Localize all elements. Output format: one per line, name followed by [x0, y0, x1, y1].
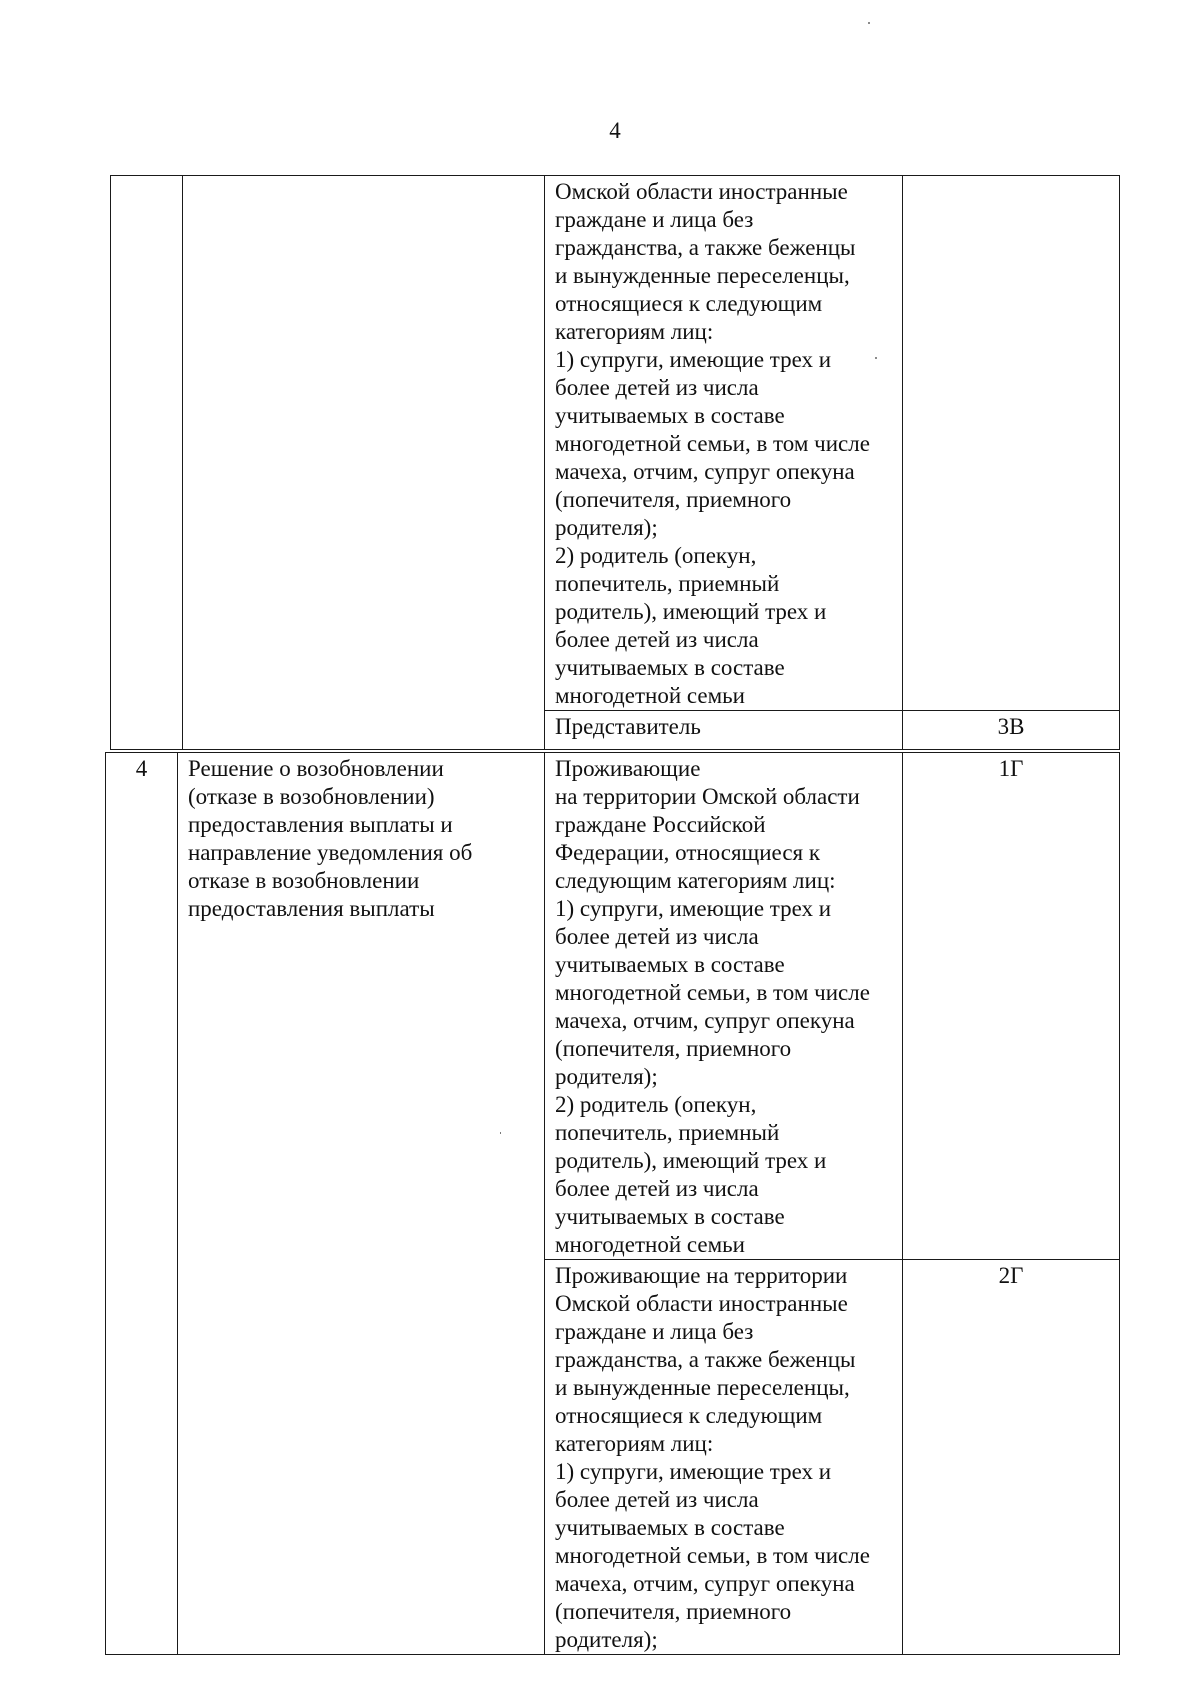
scan-speck — [875, 357, 877, 359]
recipient-text: Проживающие на территории Омской области граждане Российской Федерации, относящиеся к следующим категориям лиц: 1) супруги, имеющие трех и более детей из числа учитываемых в составе многодетной семьи, в том числе мачеха, отчим, супруг опекуна (попечителя, приемного родителя); 2) родитель (опекун, попечитель, приемный родитель), имеющий трех и более детей из числа учитываемых в составе многодетной семьи — [555, 756, 870, 1257]
action-cell — [178, 753, 545, 1655]
code-text: 1Г — [998, 756, 1024, 781]
scan-speck — [868, 22, 870, 24]
row-number: 4 — [135, 756, 148, 781]
action-cell — [183, 176, 545, 750]
continued-table — [110, 175, 1120, 750]
recipient-cell — [545, 753, 903, 1260]
recipient-cell — [545, 1260, 903, 1655]
recipient-text: Представитель — [555, 714, 701, 739]
code-cell — [903, 753, 1120, 1260]
table-row — [111, 176, 1120, 711]
code-cell — [903, 711, 1120, 750]
code-text — [903, 176, 1119, 178]
action-text: Решение о возобновлении (отказе в возобновлении) предоставления выплаты и направление уведомления об отказе в возобновлении предоставления выплаты — [188, 756, 473, 921]
page-number: 4 — [609, 118, 621, 143]
scan-speck — [500, 1132, 501, 1134]
row-number-cell — [106, 753, 178, 1655]
table-row — [106, 753, 1120, 1260]
row-4-table — [105, 752, 1120, 1655]
code-text: 2Г — [998, 1263, 1024, 1288]
recipient-text: Проживающие на территории Омской области иностранные граждане и лица без гражданства, а также беженцы и вынужденные переселенцы, относящиеся к следующим категориям лиц: 1) супруги, имеющие трех и более детей из числа учитываемых в составе многодетной семьи, в том числе мачеха, отчим, супруг опекуна (попечителя, приемного родителя); — [555, 1263, 870, 1652]
recipient-cell — [545, 711, 903, 750]
code-cell — [903, 1260, 1120, 1655]
recipient-text: Омской области иностранные граждане и лица без гражданства, а также беженцы и вынужденные переселенцы, относящиеся к следующим категориям лиц: 1) супруги, имеющие трех и более детей из числа учитываемых в составе многодетной семьи, в том числе мачеха, отчим, супруг опекуна (попечителя, приемного родителя); 2) родитель (опекун, попечитель, приемный родитель), имеющий трех и более детей из числа учитываемых в составе многодетной семьи — [555, 179, 870, 708]
code-text: 3В — [997, 714, 1025, 739]
code-cell — [903, 176, 1120, 711]
recipient-cell — [545, 176, 903, 711]
row-number-cell — [111, 176, 183, 750]
